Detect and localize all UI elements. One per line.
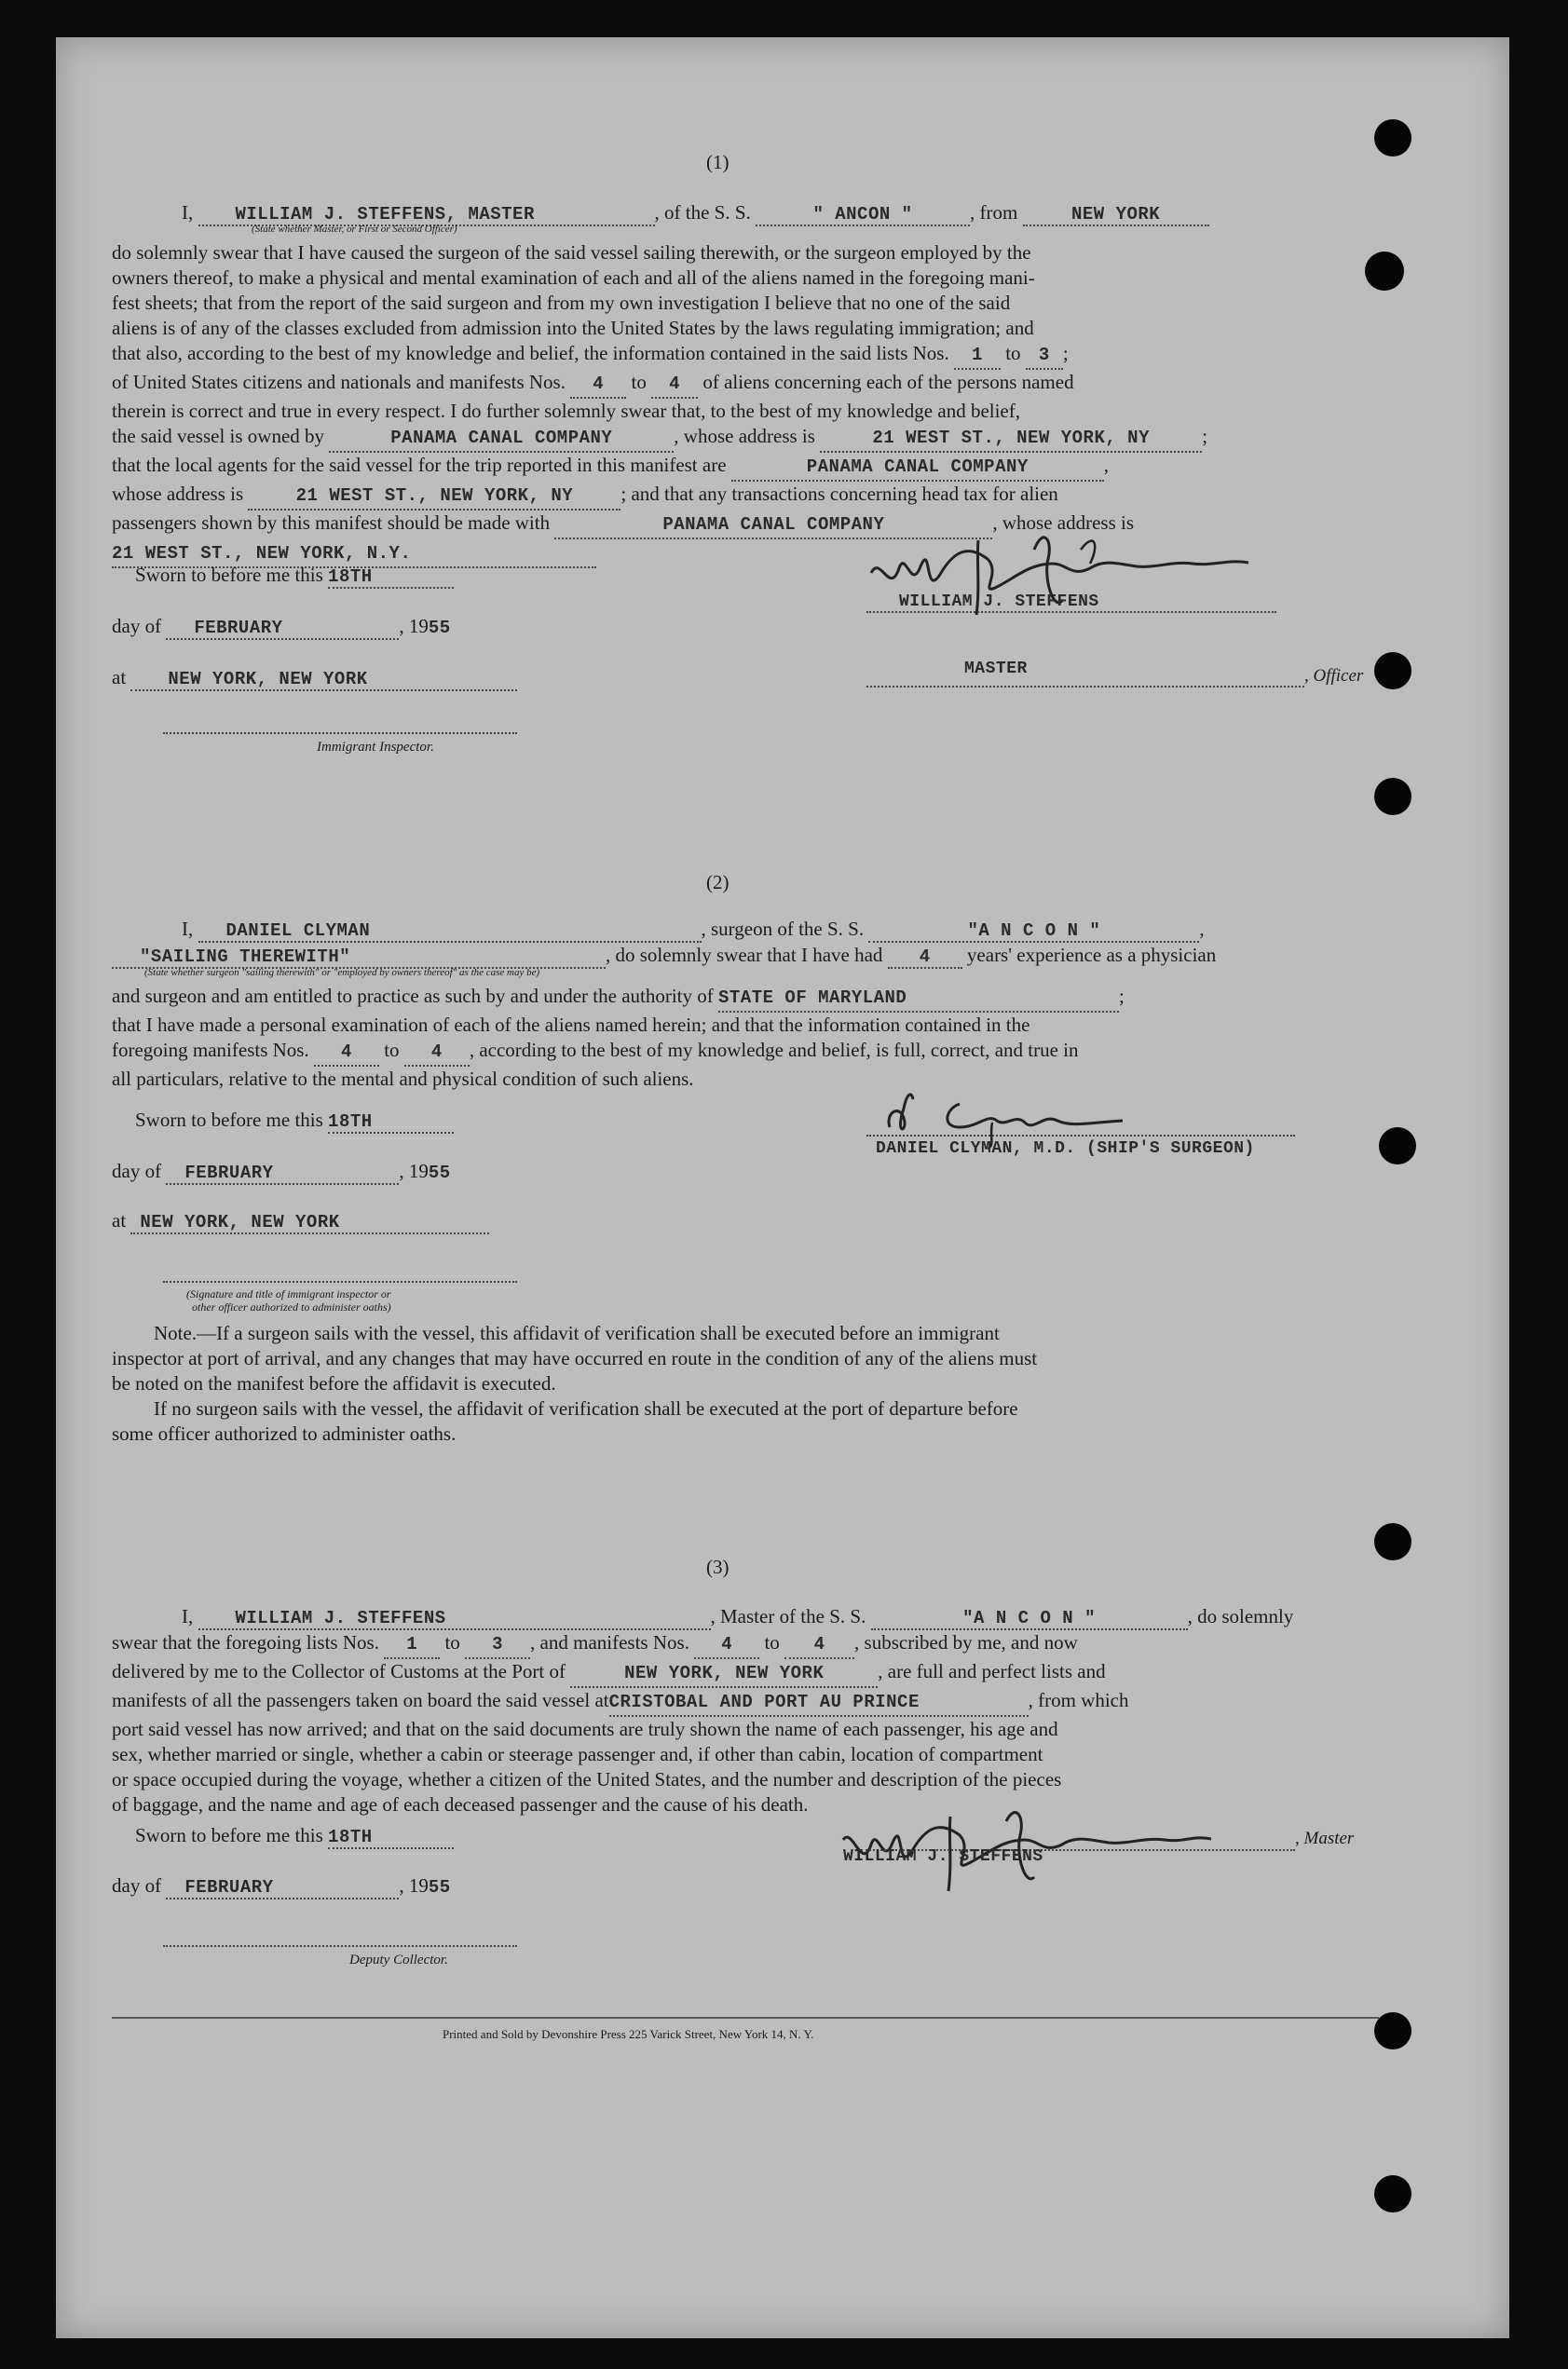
s1-inspector-line [163, 732, 517, 734]
manifests-to-field: 4 [651, 372, 698, 399]
s1-sworn-line: Sworn to before me this 18TH [135, 564, 454, 589]
s2-place-field: NEW YORK, NEW YORK [130, 1212, 489, 1234]
s3-dayof-line: day of FEBRUARY , 1955 [112, 1874, 451, 1898]
s2-at-line: at NEW YORK, NEW YORK [112, 1209, 489, 1234]
s2-note: Note.—If a surgeon sails with the vessel, this affidavit of verification shall be executed before an immigrant inspector at port of arrival, and any changes that may have occurred en route in the condition of any of the aliens must be noted on the manifest before the affidavit is executed. If no surgeon sails with the vessel, the affidavit of verification shall be executed at the port of departure before some officer authorized to administer oaths. [112, 1322, 1038, 1445]
section-1-number: (1) [706, 151, 729, 173]
s2-state-note: (State whether surgeon "sailing therewith" or "employed by owners thereof" as the case may be) [144, 967, 540, 978]
s3-lists-to-field: 3 [465, 1632, 530, 1659]
section-3-number: (3) [706, 1556, 729, 1578]
s2-signer-name: DANIEL CLYMAN, M.D. (SHIP'S SURGEON) [876, 1139, 1255, 1158]
s2-officer-line [163, 1281, 517, 1283]
punch-hole [1374, 2012, 1411, 2049]
punch-hole [1374, 2175, 1411, 2212]
sailing-status-field: "SAILING THEREWITH" [112, 946, 606, 969]
s2-signer-line [866, 1135, 1295, 1137]
s3-day-field: 18TH [328, 1827, 454, 1849]
s2-day-field: 18TH [328, 1111, 454, 1134]
s1-signer-line [866, 611, 1276, 613]
s1-header-line: I, WILLIAM J. STEFFENS, MASTER , of the S. S. " ANCON " , from NEW YORK [182, 201, 1209, 226]
from-port-field: NEW YORK [1023, 204, 1209, 226]
s3-year-field: 55 [428, 1877, 451, 1898]
s2-header-line: I, DANIEL CLYMAN , surgeon of the S. S. "A N C O N " , [182, 918, 1205, 941]
headtax-address-field: 21 WEST ST., NEW YORK, N.Y. [112, 541, 596, 568]
headtax-party-field: PANAMA CANAL COMPANY [554, 512, 992, 539]
s2-month-field: FEBRUARY [166, 1163, 399, 1185]
s1-signer-title: MASTER [964, 660, 1028, 678]
punch-hole [1374, 119, 1411, 157]
s2-sailing-line: "SAILING THEREWITH" , do solemnly swear that I have had 4 years' experience as a physician [112, 944, 1216, 969]
s1-year-field: 55 [428, 618, 451, 638]
owner-field: PANAMA CANAL COMPANY [329, 426, 674, 453]
s2-sig-note-2: other officer authorized to administer oaths) [192, 1300, 391, 1314]
s3-vessel-field: "A N C O N " [871, 1608, 1188, 1630]
s1-month-field: FEBRUARY [166, 618, 399, 640]
section-2-number: (2) [706, 871, 729, 893]
agents-address-field: 21 WEST ST., NEW YORK, NY [248, 483, 620, 511]
lists-from-field: 1 [954, 343, 1001, 370]
s2-dayof-line: day of FEBRUARY , 1955 [112, 1160, 451, 1183]
s1-day-field: 18TH [328, 566, 454, 589]
vessel-name-field: " ANCON " [756, 204, 970, 226]
s3-manifests-from-field: 4 [694, 1632, 759, 1659]
s3-sworn-line: Sworn to before me this 18TH [135, 1824, 454, 1849]
printer-footer: Printed and Sold by Devonshire Press 225 Varick Street, New York 14, N. Y. [443, 2027, 814, 2041]
s1-dayof-line: day of FEBRUARY , 1955 [112, 615, 451, 638]
s2-year-field: 55 [428, 1163, 451, 1183]
manifests-from-field: 4 [570, 372, 626, 399]
s3-master-label: , Master [1295, 1829, 1355, 1848]
s3-port-field: NEW YORK, NEW YORK [570, 1661, 878, 1688]
punch-hole [1374, 778, 1411, 815]
s1-at-line: at NEW YORK, NEW YORK [112, 666, 517, 691]
s1-state-note: (State whether Master, or First or Second Officer) [252, 224, 457, 235]
lists-to-field: 3 [1026, 343, 1063, 370]
s3-body: swear that the foregoing lists Nos. 1 to 3 , and manifests Nos. 4 to 4 , subscribed by me, and now delivered by me to the Collector of Customs at the Port of NEW YORK, NEW YORK , are full and perfect lists and manifests of all the passengers taken on board the said vessel atCRISTOBAL AND PORT AU PRINCE , from which port said vessel has now arrived; and that on the said documents are truly shown the name of each passenger, his age and sex, whether married or single, whether a cabin or steerage passenger and, if other than cabin, location of compartment or space occupied during the voyage, whether a citizen of the United States, and the number and description of the pieces of baggage, and the name and age of each deceased passenger and the cause of his death. [112, 1631, 1129, 1816]
s1-body: do solemnly swear that I have caused the surgeon of the said vessel sailing therewith, or the surgeon employed by the owners thereof, to make a physical and mental examination of each and all of the aliens named in the foregoing mani- fest sheets; that from the report of the said surgeon and from my own investigation I believe that no one of the said aliens is of any of the classes excluded from admission into the United States by the laws regulating immigration; and that also, according to the best of my knowledge and belief, the information contained in the said lists Nos. 1 to 3 ; of United States citizens and nationals and manifests Nos. 4 to 4 of aliens concerning each of the persons named therein is correct and true in every respect. I do further solemnly swear that, to the best of my knowledge and belief, the said vessel is owned by PANAMA CANAL COMPANY , whose address is 21 WEST ST., NEW YORK, NY ; that the local agents for the said vessel for the trip reported in this manifest are PANAMA CANAL COMPANY , whose address is 21 WEST ST., NEW YORK, NY ; and that any transactions concerning head tax for alien passengers shown by this manifest should be made with PANAMA CANAL COMPANY , whose address is 21 WEST ST., NEW YORK, N.Y. [112, 240, 1379, 568]
s1-title-line [866, 686, 1304, 688]
s3-month-field: FEBRUARY [166, 1877, 399, 1899]
punch-hole [1379, 1127, 1416, 1164]
s1-signer-name: WILLIAM J. STEFFENS [899, 592, 1099, 611]
s3-ports-from-field: CRISTOBAL AND PORT AU PRINCE [609, 1690, 1029, 1717]
s3-lists-from-field: 1 [384, 1632, 440, 1659]
s2-sworn-line: Sworn to before me this 18TH [135, 1109, 454, 1134]
master-name-field: WILLIAM J. STEFFENS, MASTER [198, 204, 655, 226]
s1-inspector-label: Immigrant Inspector. [317, 740, 434, 755]
agents-field: PANAMA CANAL COMPANY [731, 455, 1104, 482]
manifest-page [56, 37, 1509, 2338]
s2-vessel-field: "A N C O N " [868, 920, 1199, 943]
s2-sig-note-1: (Signature and title of immigrant inspector or [186, 1287, 391, 1300]
years-field: 4 [888, 946, 962, 969]
s2-manifests-from-field: 4 [314, 1040, 379, 1067]
s3-collector-line [163, 1945, 517, 1947]
punch-hole [1374, 1523, 1411, 1560]
s1-place-field: NEW YORK, NEW YORK [130, 669, 517, 691]
owner-address-field: 21 WEST ST., NEW YORK, NY [820, 426, 1202, 453]
s3-header-line: I, WILLIAM J. STEFFENS , Master of the S. S. "A N C O N " , do solemnly [182, 1605, 1294, 1628]
punch-hole [1374, 652, 1411, 689]
s3-master-name-field: WILLIAM J. STEFFENS [198, 1608, 711, 1630]
authority-field: STATE OF MARYLAND [718, 986, 1119, 1013]
s2-body: and surgeon and am entitled to practice as such by and under the authority of STATE OF MARYLAND ; that I have made a personal examination of each of the aliens named herein; and that the information contained in the foregoing manifests Nos. 4 to 4 , according to the best of my knowledge and belief, is full, correct, and true in all particulars, relative to the mental and physical condition of such aliens. [112, 985, 1125, 1090]
footer-rule [112, 2017, 1379, 2019]
s2-manifests-to-field: 4 [404, 1040, 470, 1067]
surgeon-name-field: DANIEL CLYMAN [198, 920, 702, 943]
s1-officer-label: , Officer [1304, 666, 1364, 686]
s3-collector-label: Deputy Collector. [349, 1953, 448, 1967]
s3-signer-name: WILLIAM J. STEFFENS [843, 1847, 1043, 1866]
s3-manifests-to-field: 4 [784, 1632, 854, 1659]
